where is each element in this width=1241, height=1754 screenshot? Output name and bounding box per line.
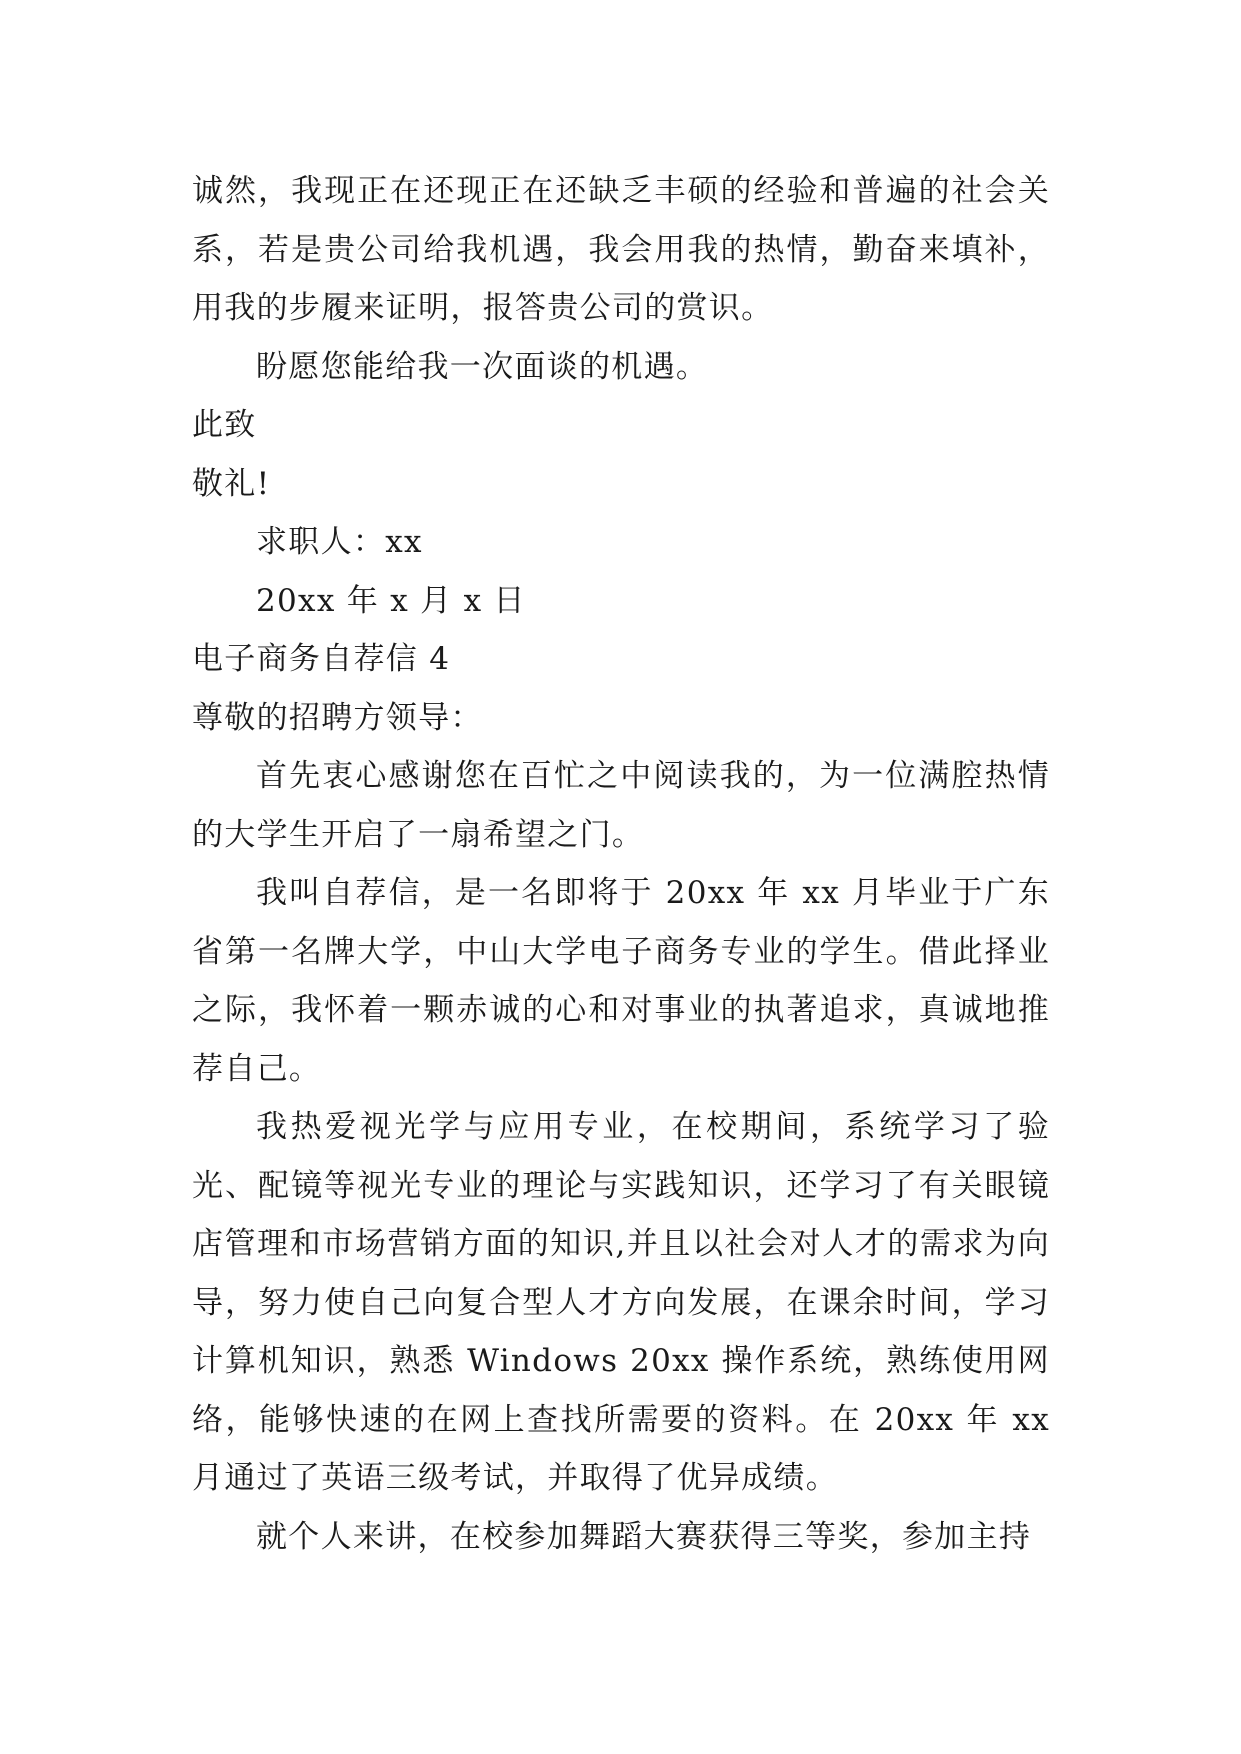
paragraph-interview-request: 盼愿您能给我一次面谈的机遇。	[256, 348, 709, 385]
closing-salutation-2: 敬礼!	[192, 465, 271, 502]
signature-applicant: 求职人：xx	[256, 524, 423, 560]
document-body	[192, 162, 1050, 1566]
letter-greeting: 尊敬的招聘方领导：	[192, 699, 483, 736]
paragraph-education: 我热爱视光学与应用专业，在校期间，系统学习了验光、配镜等视光专业的理论与实践知识，还学习了有关眼镜店管理和市场营销方面的知识,并且以社会对人才的需求为向导，努力使自己向复合型人才方向发展，在课余时间，学习计算机知识，熟悉 Windows 20xx 操作系统，熟练使用网络，能够快速的在网上查找所需要的资料。在 20xx 年 xx 月通过了英语三级考试，并取得了优异成绩。	[192, 1109, 1050, 1496]
paragraph-introduction: 我叫自荐信，是一名即将于 20xx 年 xx 月毕业于广东省第一名牌大学，中山大学电子商务专业的学生。借此择业之际，我怀着一颗赤诚的心和对事业的执著追求，真诚地推荐自己。	[192, 875, 1050, 1087]
section-title: 电子商务自荐信 4	[192, 641, 451, 677]
paragraph-personal: 就个人来讲，在校参加舞蹈大赛获得三等奖，参加主持	[256, 1518, 1032, 1555]
signature-date: 20xx 年 x 月 x 日	[256, 582, 526, 619]
paragraph-thanks: 首先衷心感谢您在百忙之中阅读我的，为一位满腔热情的大学生开启了一扇希望之门。	[192, 758, 1050, 853]
paragraph-closing-statement: 诚然，我现正在还现正在还缺乏丰硕的经验和普遍的社会关系，若是贵公司给我机遇，我会用我的热情，勤奋来填补，用我的步履来证明，报答贵公司的赏识。	[192, 173, 1050, 326]
closing-salutation-1: 此致	[192, 407, 257, 443]
